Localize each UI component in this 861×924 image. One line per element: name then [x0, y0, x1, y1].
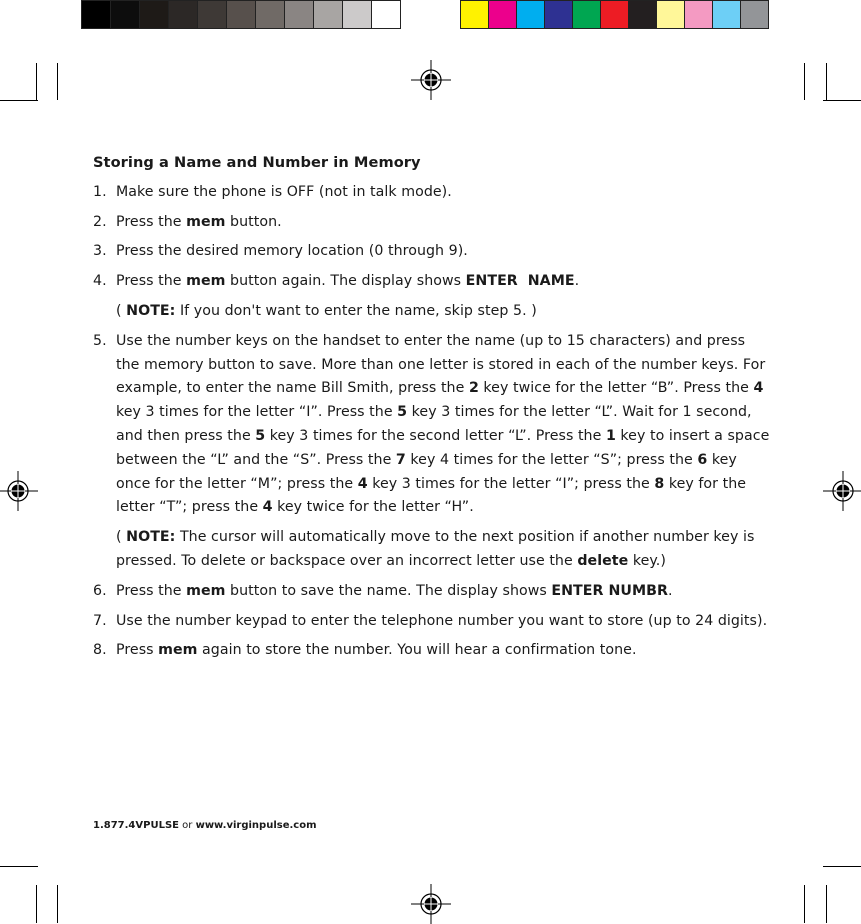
color-swatch [227, 0, 256, 29]
key-name: 8 [654, 475, 665, 492]
color-swatch [314, 0, 343, 29]
step-text: button. [225, 213, 282, 230]
step-number: 6. [93, 582, 107, 599]
color-swatch [629, 0, 657, 29]
step-text: Press the [116, 213, 187, 230]
process-color-bar [460, 0, 769, 29]
color-swatch [198, 0, 227, 29]
crop-mark [57, 885, 58, 923]
note-label: NOTE: [126, 529, 176, 546]
registration-mark-icon [0, 471, 38, 511]
grayscale-color-bar [81, 0, 401, 29]
color-swatch [460, 0, 489, 29]
step-item [93, 580, 773, 604]
color-swatch [169, 0, 198, 29]
color-swatch [713, 0, 741, 29]
step-item [93, 270, 773, 294]
color-swatch [545, 0, 573, 29]
note [93, 526, 773, 574]
color-swatch [81, 0, 111, 29]
key-name: mem [186, 582, 226, 599]
key-name: 4 [753, 380, 764, 397]
step-number: 3. [93, 243, 107, 260]
footer-url[interactable]: www.virginpulse.com [195, 820, 317, 831]
footer-phone: 1.877.4VPULSE [93, 820, 179, 831]
step-item [93, 610, 773, 634]
key-name: mem [186, 213, 226, 230]
step-text: button again. The display shows [225, 273, 466, 290]
step-text: again to store the number. You will hear a confirmation tone. [197, 642, 637, 659]
registration-mark-icon [411, 60, 451, 100]
color-swatch [285, 0, 314, 29]
color-swatch [489, 0, 517, 29]
footer-or: or [178, 820, 196, 831]
color-swatch [573, 0, 601, 29]
step-text: key twice for the letter “B”. Press the [478, 380, 754, 397]
crop-mark [804, 63, 805, 100]
step-item [93, 240, 773, 264]
color-swatch [140, 0, 169, 29]
crop-mark [826, 63, 827, 100]
step-text: key once for the letter “M”; press the [116, 451, 737, 492]
crop-mark [0, 866, 38, 867]
crop-mark [804, 885, 805, 923]
color-swatch [601, 0, 629, 29]
step-number: 1. [93, 183, 107, 200]
crop-mark [36, 885, 37, 923]
crop-mark [57, 63, 58, 100]
step-item [93, 181, 773, 205]
registration-mark-icon [823, 471, 861, 511]
display-text: ENTER NUMBR [551, 582, 668, 599]
step-number: 8. [93, 642, 107, 659]
step-text: Press the [116, 273, 187, 290]
step-text: key for the letter “T”; press the [116, 475, 747, 516]
key-name: mem [186, 273, 226, 290]
step-text: key 3 times for the letter “I”; press the [367, 475, 655, 492]
key-name: 5 [255, 427, 266, 444]
step-item [93, 639, 773, 663]
color-swatch [111, 0, 140, 29]
instructions-section [93, 151, 773, 669]
key-name: 4 [357, 475, 368, 492]
note-text: key.) [628, 552, 666, 569]
note-text: ( [116, 302, 127, 319]
step-text: key 3 times for the second letter “L”. Press the [265, 427, 606, 444]
note-text: ( [116, 529, 127, 546]
key-name: 4 [262, 499, 273, 516]
step-item [93, 211, 773, 235]
step-text: Use the number keypad to enter the telephone number you want to store (up to 24 digits). [116, 612, 768, 629]
step-text: Press the [116, 582, 187, 599]
registration-mark-icon [411, 884, 451, 924]
step-text: Use the number keys on the handset to enter the name (up to 15 characters) and press the memory button to save. More than one letter is stored in each of the number keys. For example, to enter the name Bill Smith, press the [116, 332, 766, 397]
page-footer [93, 820, 317, 831]
step-text: . [668, 582, 673, 599]
color-swatch [657, 0, 685, 29]
note-label: NOTE: [126, 302, 176, 319]
step-number: 4. [93, 273, 107, 290]
note [93, 300, 773, 324]
step-item [93, 330, 773, 520]
key-name: 6 [697, 451, 708, 468]
color-swatch [256, 0, 285, 29]
note-text: The cursor will automatically move to the next position if another number key is pressed. To delete or backspace over an incorrect letter use the [116, 529, 755, 569]
key-name: 7 [395, 451, 406, 468]
key-name: 1 [605, 427, 616, 444]
step-text: key to insert a space between the “L” and the “S”. Press the [116, 427, 770, 468]
key-name: mem [158, 642, 198, 659]
key-name: delete [577, 552, 629, 569]
step-text: key 4 times for the letter “S”; press the [405, 451, 698, 468]
key-name: 2 [468, 380, 479, 397]
color-swatch [343, 0, 372, 29]
color-swatch [372, 0, 401, 29]
step-number: 2. [93, 213, 107, 230]
color-swatch [685, 0, 713, 29]
step-text: Press [116, 642, 159, 659]
step-text: key 3 times for the letter “L”. Wait for 1 second, and then press the [116, 404, 752, 444]
crop-mark [823, 100, 861, 101]
crop-mark [36, 63, 37, 100]
key-name: 5 [397, 404, 408, 421]
crop-mark [0, 100, 38, 101]
step-text: Press the desired memory location (0 through 9). [116, 243, 468, 260]
crop-mark [823, 866, 861, 867]
color-swatch [517, 0, 545, 29]
color-swatch [741, 0, 769, 29]
note-text: If you don't want to enter the name, skip step 5. ) [175, 302, 537, 319]
step-text: key twice for the letter “H”. [272, 499, 474, 516]
crop-mark [826, 885, 827, 923]
section-heading: Storing a Name and Number in Memory [93, 154, 421, 171]
step-text: key 3 times for the letter “I”. Press the [116, 404, 398, 421]
step-text: . [574, 273, 580, 290]
step-text: button to save the name. The display shows [225, 582, 552, 599]
step-text: Make sure the phone is OFF (not in talk mode). [116, 183, 452, 200]
step-number: 7. [93, 612, 107, 629]
step-number: 5. [93, 332, 107, 349]
display-text: ENTER NAME [465, 273, 575, 290]
